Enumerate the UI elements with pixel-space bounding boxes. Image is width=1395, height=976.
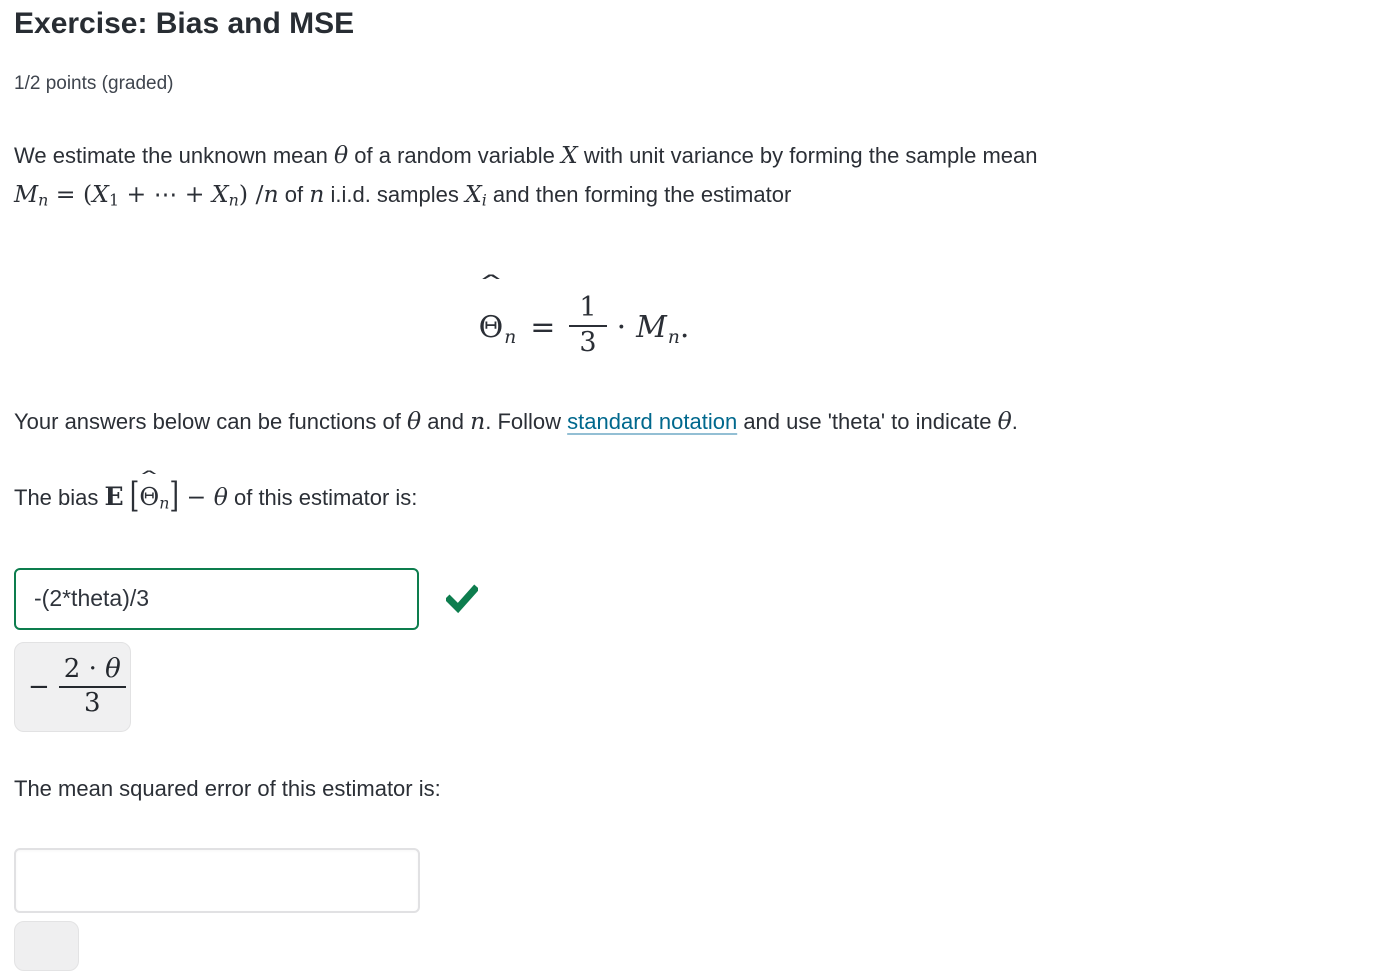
page-title: Exercise: Bias and MSE — [14, 7, 355, 40]
text-segment: [ — [129, 474, 140, 517]
text-segment: + ⋯ + — [119, 180, 212, 208]
text-segment: n — [38, 190, 49, 210]
points-status: 1/2 points (graded) — [14, 73, 174, 94]
preview-fraction: $\frac{2 \cdot \theta}{3}$ — [59, 654, 126, 719]
text-segment: ] — [169, 474, 180, 517]
bias-answer-row — [14, 568, 1375, 630]
sample-mean-symbol: M — [636, 310, 667, 346]
text-segment: n — [309, 180, 325, 208]
text-segment: of — [278, 182, 310, 207]
text-segment: . — [1011, 409, 1018, 435]
intro-paragraph-line1 — [14, 136, 1375, 175]
text-segment: We estimate the unknown mean — [14, 143, 334, 168]
text-segment: X — [560, 141, 578, 169]
one-third-fraction: $\frac{1}{3}$ — [569, 292, 606, 360]
answer-notes — [14, 403, 1375, 440]
text-segment: 1 — [108, 190, 120, 210]
text-segment: n — [470, 407, 486, 436]
theta-hat: ˆ Θ — [137, 467, 161, 512]
mse-question: The mean squared error of this estimator is: — [14, 775, 441, 801]
text-segment: X — [92, 180, 109, 208]
bias-answer-input[interactable] — [14, 568, 419, 630]
text-segment: of this estimator is: — [227, 485, 418, 511]
text-segment: and — [421, 409, 471, 435]
bias-question — [14, 467, 1375, 523]
text-segment: X — [211, 180, 229, 208]
text-segment: i — [481, 190, 487, 210]
minus-sign: − — [28, 671, 50, 702]
text-segment: θ — [213, 483, 228, 512]
text-segment: θ — [997, 407, 1012, 436]
text-segment: n — [159, 493, 170, 513]
mse-answer-input[interactable] — [14, 848, 420, 913]
text-segment: = ( — [48, 180, 93, 208]
equation-period: . — [679, 310, 690, 346]
text-segment: M — [14, 180, 39, 208]
text-segment: of a random variable — [348, 143, 561, 168]
text-segment: n — [228, 190, 239, 210]
text-segment: θ — [406, 407, 422, 436]
equals-sign: = — [530, 310, 556, 346]
text-segment: Your answers below can be functions of — [14, 409, 407, 435]
text-segment: E — [104, 481, 124, 512]
mse-answer-row — [14, 848, 1375, 913]
correct-checkmark-icon — [446, 583, 478, 614]
multiplication-dot: · — [616, 310, 627, 346]
text-segment: with unit variance by forming the sample mean — [577, 143, 1038, 168]
mse-answer-preview — [14, 921, 79, 971]
standard-notation-link[interactable]: standard notation — [567, 409, 738, 435]
theta-hat: ˆ Θ — [476, 270, 506, 346]
text-segment: ) / — [238, 180, 264, 208]
estimator-equation — [14, 270, 1154, 373]
wide-hat-accent: ˆ — [476, 270, 506, 300]
text-segment: n — [263, 180, 279, 208]
text-segment: and use 'theta' to indicate — [737, 409, 998, 435]
text-segment: X — [464, 180, 482, 208]
text-segment: . Follow — [485, 409, 568, 435]
intro-paragraph-line2 — [14, 175, 1375, 219]
theta-subscript: n — [504, 326, 517, 348]
text-segment: i.i.d. samples — [324, 182, 465, 207]
text-segment: − — [179, 483, 214, 512]
text-segment: and then forming the estimator — [486, 182, 792, 207]
bias-answer-preview — [14, 642, 131, 732]
text-segment: The bias — [14, 485, 105, 511]
text-segment: θ — [334, 141, 349, 169]
sample-mean-subscript: n — [667, 326, 680, 348]
